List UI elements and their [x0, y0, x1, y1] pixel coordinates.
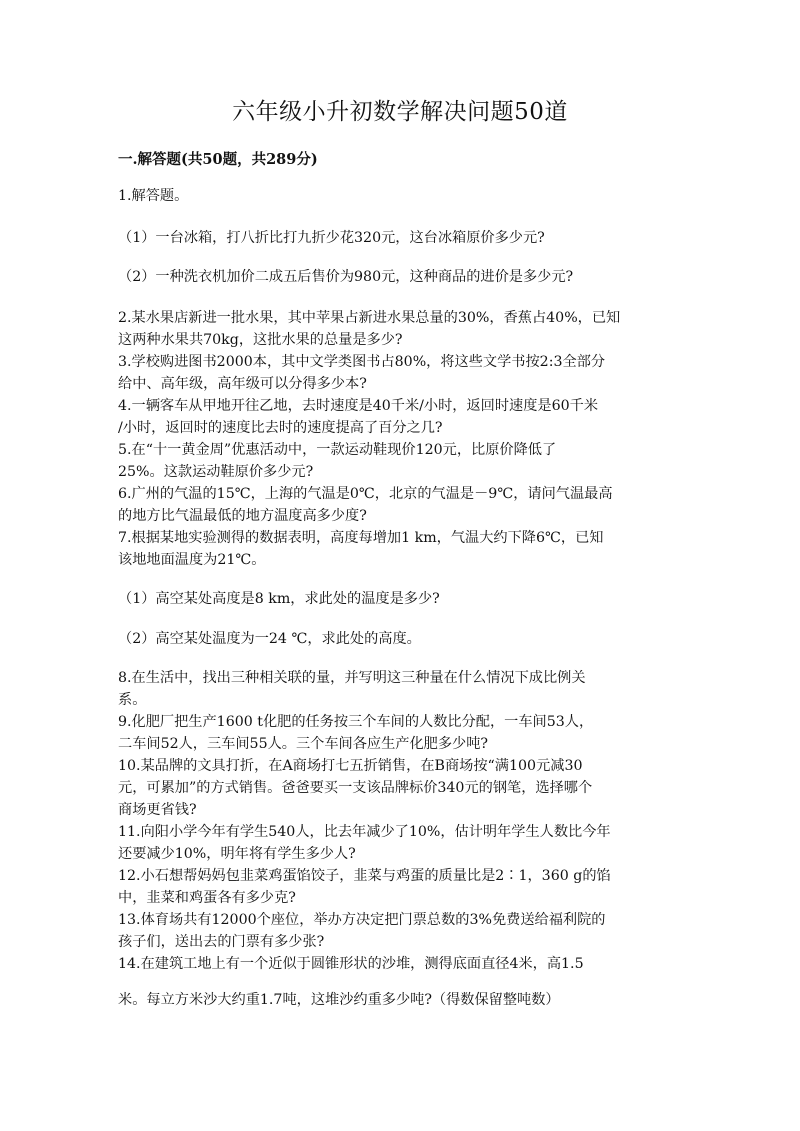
text-line: 10.某品牌的文具打折，在A商场打七五折销售，在B商场按“满100元减30	[118, 758, 583, 774]
text-line: （2）高空某处温度为一24 ℃，求此处的高度。	[118, 631, 421, 647]
text-line: 7.根据某地实验测得的数据表明，高度每增加1 km，气温大约下降6℃，已知	[118, 530, 604, 546]
text-line: 25%。这款运动鞋原价多少元?	[118, 464, 314, 480]
text-line: 元，可累加”的方式销售。爸爸要买一支该品牌标价340元的钢笔，选择哪个	[118, 780, 593, 796]
page-title: 六年级小升初数学解决问题50道	[232, 99, 568, 125]
text-line: 这两种水果共70kg，这批水果的总量是多少?	[118, 332, 403, 348]
text-line: 2.某水果店新进一批水果，其中苹果占新进水果总量的30%，香蕉占40%，已知	[118, 310, 621, 326]
text-line: 1.解答题。	[118, 188, 189, 204]
text-line: （1）高空某处高度是8 km，求此处的温度是多少?	[118, 591, 440, 607]
text-line: 米。每立方米沙大约重1.7吨，这堆沙约重多少吨?（得数保留整吨数）	[118, 992, 560, 1008]
text-line: 3.学校购进图书2000本，其中文学类图书占80%，将这些文学书按2:3全部分	[118, 354, 606, 370]
text-line: 6.广州的气温的15℃，上海的气温是0℃，北京的气温是－9℃，请问气温最高	[118, 486, 613, 502]
section-heading: 一.解答题(共50题，共289分)	[118, 151, 318, 168]
text-line: 5.在“十一黄金周”优惠活动中，一款运动鞋现价120元，比原价降低了	[118, 442, 557, 458]
text-line: 4.一辆客车从甲地开往乙地，去时速度是40千米/小时，返回时速度是60千米	[118, 398, 599, 414]
text-line: 13.体育场共有12000个座位，举办方决定把门票总数的3%免费送给福利院的	[118, 912, 606, 928]
text-line: 中，韭菜和鸡蛋各有多少克?	[118, 890, 296, 906]
text-line: 还要减少10%，明年将有学生多少人?	[118, 846, 356, 862]
text-line: 11.向阳小学今年有学生540人，比去年减少了10%，估计明年学生人数比今年	[118, 824, 611, 840]
text-line: 12.小石想帮妈妈包韭菜鸡蛋馅饺子，韭菜与鸡蛋的质量比是2∶1，360 g的馅	[118, 868, 611, 884]
text-line: /小时，返回时的速度比去时的速度提高了百分之几?	[118, 420, 443, 436]
text-line: 14.在建筑工地上有一个近似于圆锥形状的沙堆，测得底面直径4米，高1.5	[118, 956, 584, 972]
text-line: 系。	[118, 692, 147, 708]
text-line: 孩子们，送出去的门票有多少张?	[118, 934, 325, 950]
text-line: 的地方比气温最低的地方温度高多少度?	[118, 508, 367, 524]
text-line: 给中、高年级，高年级可以分得多少本?	[118, 376, 367, 392]
text-line: 该地地面温度为21℃。	[118, 552, 266, 568]
text-line: 商场更省钱?	[118, 802, 197, 818]
text-line: （1）一台冰箱，打八折比打九折少花320元，这台冰箱原价多少元?	[118, 230, 545, 246]
text-line: （2）一种洗衣机加价二成五后售价为980元，这种商品的进价是多少元?	[118, 269, 574, 285]
text-line: 9.化肥厂把生产1600 t化肥的任务按三个车间的人数比分配，一车间53人，	[118, 714, 594, 730]
text-line: 8.在生活中，找出三种相关联的量，并写明这三种量在什么情况下成比例关	[118, 670, 586, 686]
text-line: 二车间52人，三车间55人。三个车间各应生产化肥多少吨?	[118, 736, 489, 752]
